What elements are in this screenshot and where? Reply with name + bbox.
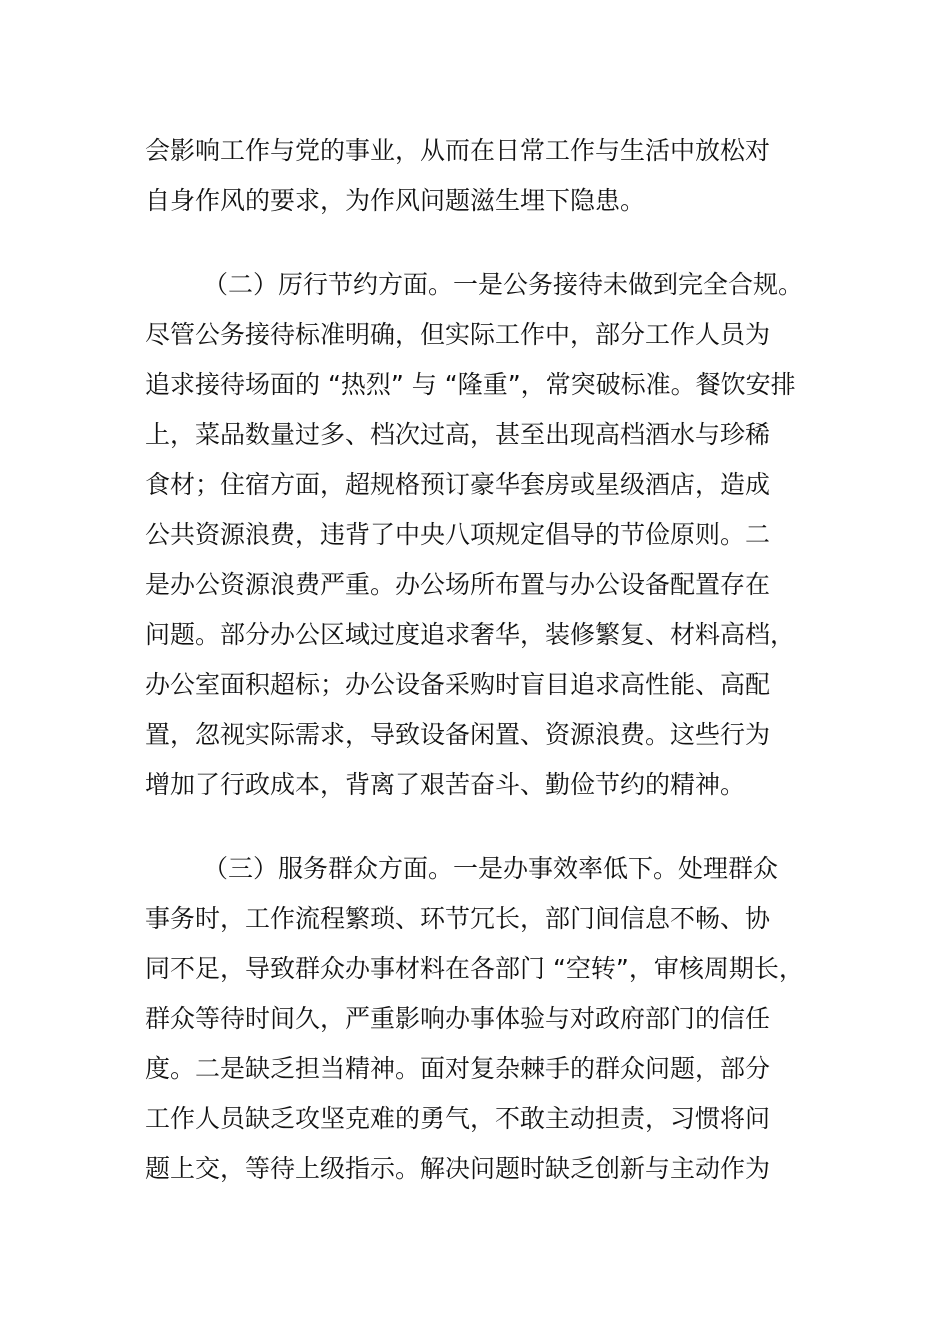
paragraph-frugality bbox=[145, 260, 805, 810]
text-line: 度。二是缺乏担当精神。面对复杂棘手的群众问题，部分 bbox=[145, 1054, 771, 1083]
text-line: 事务时，工作流程繁琐、环节冗长，部门间信息不畅、协 bbox=[145, 904, 771, 933]
text-line: 公共资源浪费，违背了中央八项规定倡导的节俭原则。二 bbox=[145, 520, 771, 549]
text-line: 群众等待时间久，严重影响办事体验与对政府部门的信任 bbox=[145, 1004, 771, 1033]
text-line: 问题。部分办公区域过度追求奢华，装修繁复、材料高档， bbox=[145, 620, 796, 649]
text-line: 是办公资源浪费严重。办公场所布置与办公设备配置存在 bbox=[145, 570, 771, 599]
text-line-first: （三）服务群众方面。一是办事效率低下。处理群众 bbox=[203, 854, 779, 883]
text-line-first: （二）厉行节约方面。一是公务接待未做到完全合规。 bbox=[203, 270, 804, 299]
text-line: 办公室面积超标；办公设备采购时盲目追求高性能、高配 bbox=[145, 670, 771, 699]
text-line: 增加了行政成本，背离了艰苦奋斗、勤俭节约的精神。 bbox=[145, 770, 746, 799]
paragraph-continuation bbox=[145, 126, 805, 226]
text-line: 追求接待场面的 “热烈” 与 “隆重”，常突破标准。餐饮安排 bbox=[145, 370, 796, 399]
text-line: 尽管公务接待标准明确，但实际工作中，部分工作人员为 bbox=[145, 320, 771, 349]
text-line: 工作人员缺乏攻坚克难的勇气，不敢主动担责，习惯将问 bbox=[145, 1104, 771, 1133]
text-line: 同不足，导致群众办事材料在各部门 “空转”，审核周期长， bbox=[145, 954, 804, 983]
text-line: 置，忽视实际需求，导致设备闲置、资源浪费。这些行为 bbox=[145, 720, 771, 749]
paragraph-service bbox=[145, 844, 805, 1194]
text-line: 自身作风的要求，为作风问题滋生埋下隐患。 bbox=[145, 186, 646, 215]
text-line: 食材；住宿方面，超规格预订豪华套房或星级酒店，造成 bbox=[145, 470, 771, 499]
text-line: 题上交，等待上级指示。解决问题时缺乏创新与主动作为 bbox=[145, 1154, 771, 1183]
text-line: 上，菜品数量过多、档次过高，甚至出现高档酒水与珍稀 bbox=[145, 420, 771, 449]
text-line: 会影响工作与党的事业，从而在日常工作与生活中放松对 bbox=[145, 136, 771, 165]
